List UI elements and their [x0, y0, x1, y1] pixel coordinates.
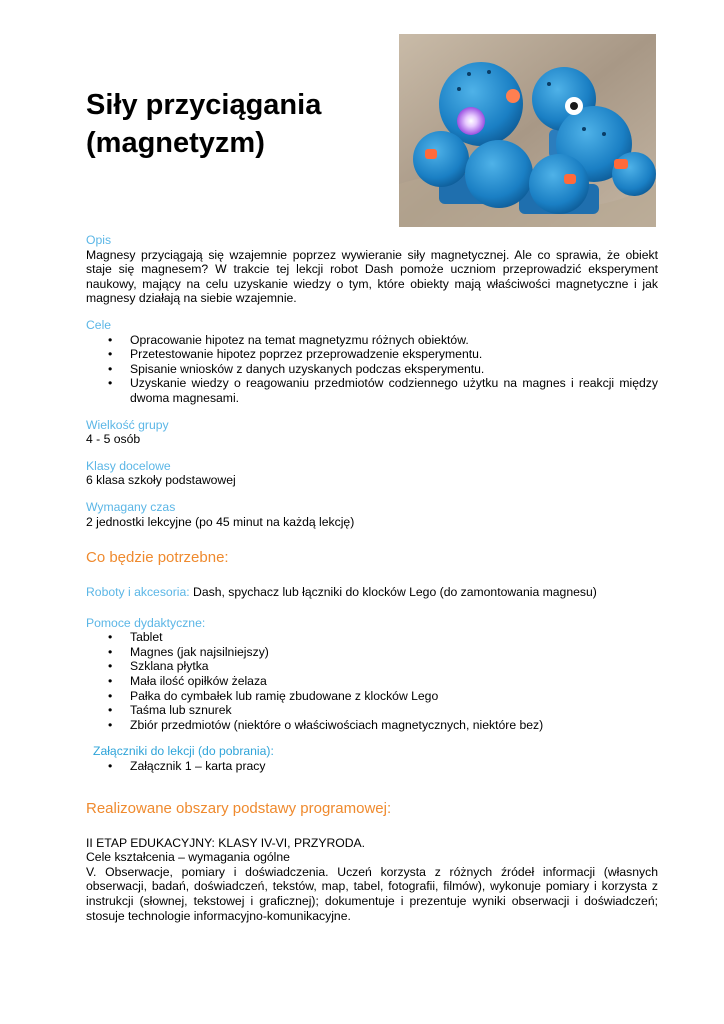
cele-label: Cele	[86, 317, 112, 332]
obszary-line1: II ETAP EDUKACYJNY: KLASY IV-VI, PRZYRODA.	[86, 835, 366, 850]
opis-label: Opis	[86, 233, 112, 247]
page-title: Siły przyciągania (magnetyzm)	[86, 89, 322, 159]
section-cele	[86, 318, 658, 406]
opis-text: Magnesy przyciągają się wzajemnie poprzez wywieranie siły magnetycznej. Ale co sprawia, że obiekt staje się magnesem? W trakcie tej lekcji robot Dash pomoże uczniom przeprowadzić eksperyment naukowy, mający na celu uzyskanie wiedzy o tym, które obiekty mają właściwości magnetyczne i jak magnesy działają na siebie wzajemnie.	[86, 247, 658, 306]
list-item: • Magnes (jak najsilniejszy)	[130, 645, 658, 660]
wielkosc-value: 4 - 5 osób	[86, 432, 141, 447]
section-opis	[86, 233, 658, 306]
section-wielkosc-grupy	[86, 418, 658, 447]
czas-value: 2 jednostki lekcyjne (po 45 minut na każdą lekcję)	[86, 514, 355, 529]
obszary-text: V. Obserwacje, pomiary i doświadczenia. Uczeń korzysta z różnych źródeł informacji (własnych obserwacji, badań, doświadczeń, tekstów, map, tabel, fotografii, filmów), wykonuje pomiary i korzysta z instrukcji (słownej, tekstowej i graficznej); dokumentuje i prezentuje wyniki obserwacji i doświadczeń; stosuje technologie informacyjno-komunikacyjne.	[86, 864, 658, 923]
zalaczniki-label: Załączniki do lekcji (do pobrania):	[93, 744, 274, 759]
list-item: • Przetestowanie hipotez poprzez przeprowadzenie eksperymentu.	[130, 347, 658, 362]
section-roboty	[86, 585, 658, 600]
list-item: • Szklana płytka	[130, 659, 658, 674]
potrzebne-heading: Co będzie potrzebne:	[86, 549, 229, 567]
klasy-label: Klasy docelowe	[86, 458, 171, 473]
czas-label: Wymagany czas	[86, 499, 176, 514]
attachment-link[interactable]: • Załącznik 1 – karta pracy	[130, 759, 658, 774]
pomoce-label: Pomoce dydaktyczne:	[86, 615, 206, 630]
list-item: • Opracowanie hipotez na temat magnetyzmu różnych obiektów.	[130, 333, 658, 348]
section-obszary	[86, 836, 658, 924]
list-item: • Tablet	[130, 630, 658, 645]
dash-robots-illustration	[399, 34, 656, 227]
pomoce-list	[86, 630, 658, 732]
list-item: • Uzyskanie wiedzy o reagowaniu przedmiotów codziennego użytku na magnes i reakcji między dwoma magnesami.	[130, 376, 658, 405]
klasy-value: 6 klasa szkoły podstawowej	[86, 473, 236, 488]
list-item: • Spisanie wniosków z danych uzyskanych podczas eksperymentu.	[130, 362, 658, 377]
section-pomoce	[86, 616, 658, 733]
list-item: • Zbiór przedmiotów (niektóre o właściwościach magnetycznych, niektóre bez)	[130, 718, 658, 733]
obszary-heading: Realizowane obszary podstawy programowej:	[86, 799, 392, 817]
list-item: • Mała ilość opiłków żelaza	[130, 674, 658, 689]
dash-robots-photo	[399, 34, 656, 227]
roboty-value: Dash, spychacz lub łączniki do klocków Lego (do zamontowania magnesu)	[193, 585, 597, 600]
wielkosc-label: Wielkość grupy	[86, 417, 169, 432]
list-item: • Pałka do cymbałek lub ramię zbudowane z klocków Lego	[130, 689, 658, 704]
section-klasy	[86, 459, 658, 488]
zalaczniki-list	[86, 759, 658, 774]
section-zalaczniki	[86, 744, 658, 773]
list-item: • Taśma lub sznurek	[130, 703, 658, 718]
lesson-content	[86, 233, 658, 935]
roboty-label: Roboty i akcesoria:	[86, 585, 190, 600]
obszary-line2: Cele kształcenia – wymagania ogólne	[86, 850, 290, 865]
cele-list	[86, 333, 658, 406]
section-czas	[86, 500, 658, 529]
